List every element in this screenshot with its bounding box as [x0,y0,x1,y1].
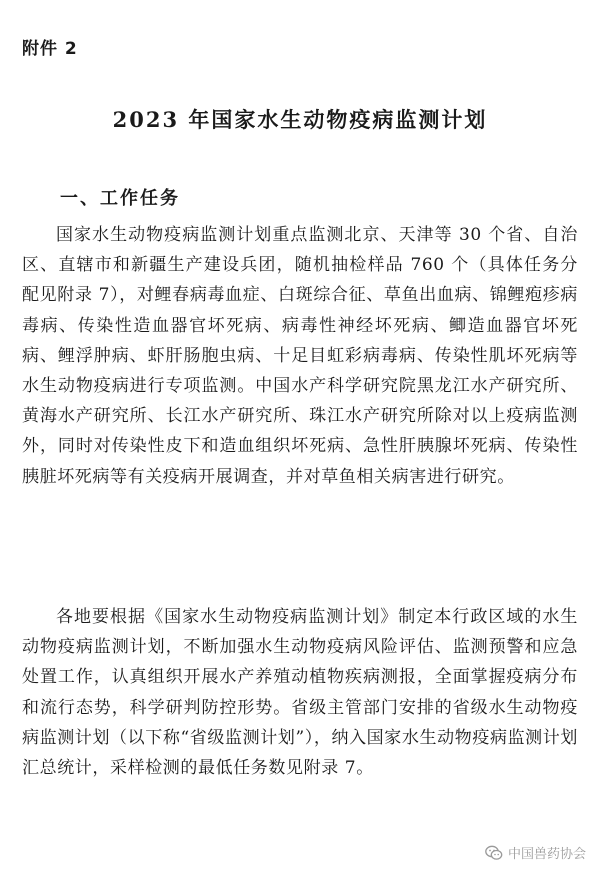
watermark [485,843,586,862]
body-paragraph-2: 各地要根据《国家水生动物疫病监测计划》制定本行政区域的水生动物疫病监测计划，不断加强水生动物疫病风险评估、监测预警和应急处置工作，认真组织开展水产养殖动植物疾病测报，全面掌握疫病分布和流行态势，科学研判防控形势。省级主管部门安排的省级水生动物疫病监测计划（以下称“省级监测计划”），纳入国家水生动物疫病监测计划汇总统计，采样检测的最低任务数见附录 7。 [22,607,578,779]
attachment-label: 附件 2 [22,39,78,59]
section-heading: 一、工作任务 [60,188,180,209]
body-paragraph-1: 国家水生动物疫病监测计划重点监测北京、天津等 30 个省、自治区、直辖市和新疆生产建设兵团，随机抽检样品 760 个（具体任务分配见附录 7），对鲤春病毒血症、白斑综合征、草鱼出血病、锦鲤疱疹病毒病、传染性造血器官坏死病、病毒性神经坏死病、鲫造血器官坏死病、鲤浮肿病、虾肝肠胞虫病、十足目虹彩病毒病、传染性肌坏死病等水生动物疫病进行专项监测。中国水产科学研究院黑龙江水产研究所、黄海水产研究所、长江水产研究所、珠江水产研究所除对以上疫病监测外，同时对传染性皮下和造血组织坏死病、急性肝胰腺坏死病、传染性胰脏坏死病等有关疫病开展调查，并对草鱼相关病害进行研究。 [22,225,578,487]
document-title: 2023 年国家水生动物疫病监测计划 [112,107,488,132]
watermark-text: 中国兽药协会 [507,847,586,862]
wechat-icon [485,845,503,861]
